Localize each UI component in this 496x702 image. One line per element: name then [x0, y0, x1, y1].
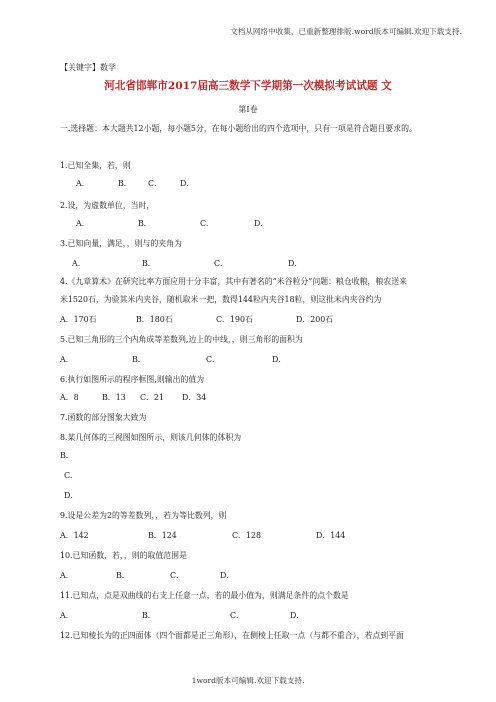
section-intro: 一.选择题：本大题共12小题，每小题5分，在每小题给出的四个选项中，只有一项是符合题目要求的。 [60, 124, 417, 133]
volume-label: 第Ⅰ卷 [238, 105, 258, 114]
question-9: 9.设是公差为2的等差数列，，若为等比数列，则 [60, 511, 227, 520]
q9-option-c: C．128 [232, 531, 261, 540]
question-3: 3.已知向量，满足，，则与的夹角为 [60, 239, 182, 248]
keyword-line: 【关键字】数学 [60, 63, 116, 72]
q3-option-b: B． [142, 259, 156, 268]
q6-option-a: A．8 [60, 393, 79, 402]
q6-option-c: C．21 [140, 393, 164, 402]
q11-option-a: A． [60, 611, 74, 620]
q8-option-b: B． [60, 451, 74, 460]
page-title: 河北省邯郸市2017届高三数学下学期第一次模拟考试试题 文 [104, 80, 392, 92]
question-7: 7.函数的部分图象大致为 [60, 413, 147, 422]
question-2: 2.设，为虚数单位，当时， [60, 201, 155, 210]
q1-option-b: B． [118, 179, 132, 188]
question-5: 5.已知三角形的三个内角成等差数列,边上的中线，，则三角形的面积为 [60, 335, 303, 344]
q5-option-a: A． [60, 355, 74, 364]
question-8: 8.某几何体的三视图如图所示，则该几何体的体积为 [60, 433, 242, 442]
q1-option-a: A． [76, 179, 90, 188]
q3-option-a: A． [72, 259, 86, 268]
q5-option-b: B． [132, 355, 146, 364]
q6-option-b: B．13 [102, 393, 126, 402]
q3-option-c: C． [214, 259, 228, 268]
q4-option-a: A．170石 [60, 315, 97, 324]
question-4-line-2: 米1520石，为验其米内夹谷，随机取米一把，数得144粒内夹谷18粒，则这批米内夹谷约为 [60, 295, 382, 304]
q11-option-c: C． [230, 611, 244, 620]
q2-option-c: C． [200, 219, 214, 228]
q10-option-a: A． [60, 571, 74, 580]
q1-option-d: D． [180, 179, 195, 188]
q4-option-c: C．190石 [216, 315, 253, 324]
footer-note: 1word版本可编辑.欢迎下载支持. [191, 676, 305, 685]
q5-option-d: D． [272, 355, 287, 364]
question-11: 11.已知点，点是双曲线的右支上任意一点，若的最小值为，则满足条件的点个数是 [60, 591, 349, 600]
question-6: 6.执行如图所示的程序框图,则输出的值为 [60, 375, 205, 384]
q10-option-c: C． [170, 571, 184, 580]
q2-option-b: B． [138, 219, 152, 228]
q11-option-b: B． [142, 611, 156, 620]
q10-option-b: B． [116, 571, 130, 580]
q2-option-d: D． [254, 219, 269, 228]
q9-option-a: A．142 [60, 531, 89, 540]
question-12: 12.已知棱长为的正四面体（四个面都是正三角形），在侧棱上任取一点（与都不重合），若点到平面 [60, 631, 404, 640]
q10-option-d: D． [220, 571, 235, 580]
q8-option-c: C． [64, 471, 78, 480]
q11-option-d: D． [290, 611, 305, 620]
q2-option-a: A． [76, 219, 90, 228]
q9-option-d: D．144 [316, 531, 346, 540]
q3-option-d: D． [288, 259, 303, 268]
q1-option-c: C． [148, 179, 162, 188]
question-1: 1.已知全集，若，则 [60, 161, 131, 170]
q6-option-d: D．34 [182, 393, 207, 402]
q8-option-d: D． [64, 491, 79, 500]
question-10: 10.已知函数，若，，则的取值范围是 [60, 551, 187, 560]
q4-option-b: B．180石 [136, 315, 173, 324]
header-note: 文档从网络中收集，已重新整理排版.word版本可编辑.欢迎下载支持. [230, 27, 462, 36]
q5-option-c: C． [206, 355, 220, 364]
q4-option-d: D．200石 [296, 315, 334, 324]
q9-option-b: B．124 [148, 531, 177, 540]
question-4-line-1: 4.《九章算术》在研究比率方面应用十分丰富，其中有著名的“米谷粒分”问题：粮仓收粮，粮农送来 [60, 277, 408, 286]
